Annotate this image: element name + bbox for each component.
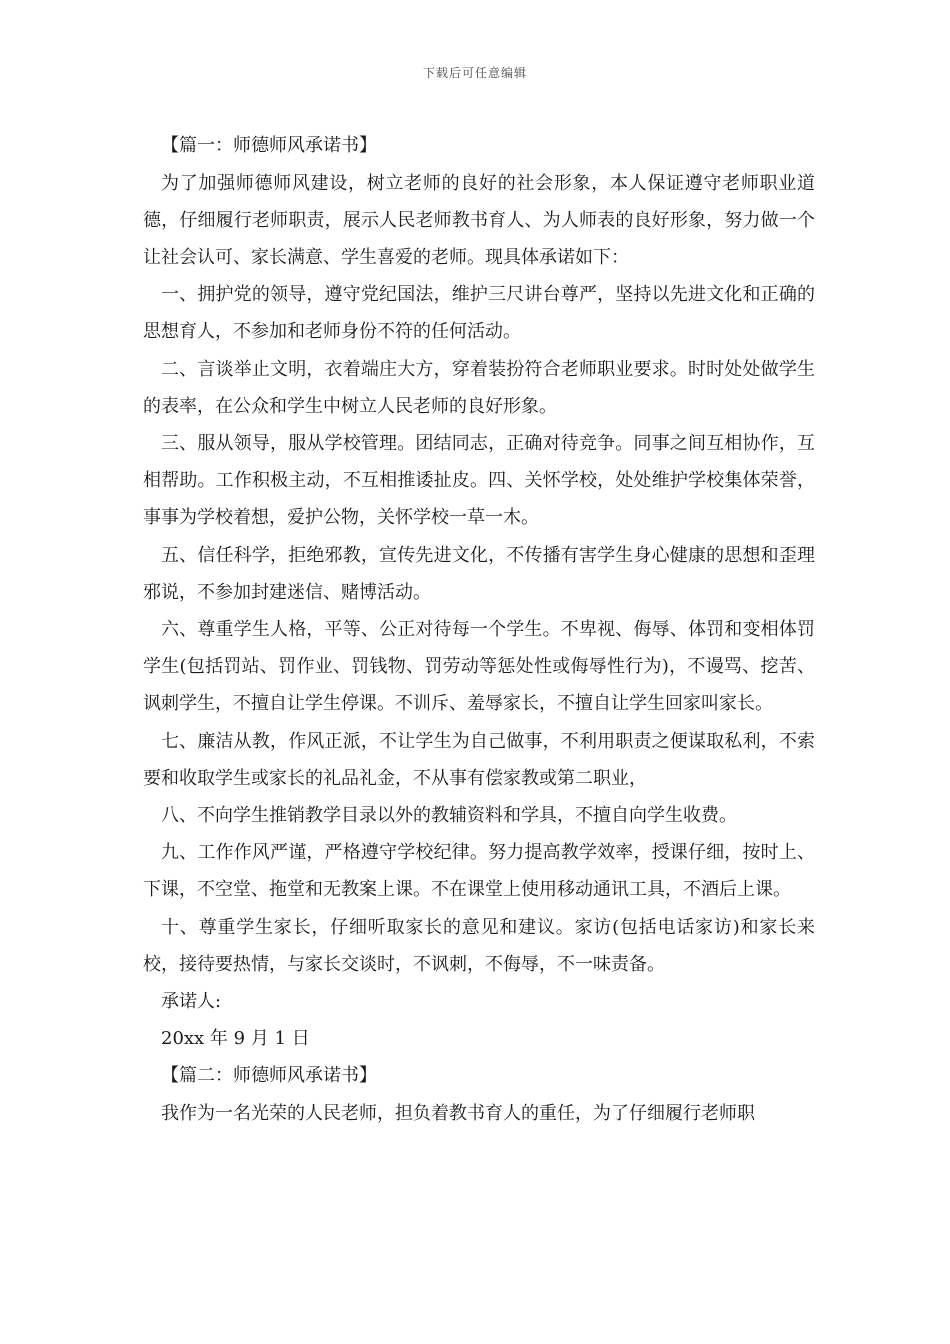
pledge-item-8: 八、不向学生推销教学目录以外的教辅资料和学具，不擅自向学生收费。 xyxy=(161,804,737,826)
section-title-2: 【篇二：师德师风承诺书】 xyxy=(161,1065,377,1087)
section2-intro: 我作为一名光荣的人民老师，担负着教书育人的重任，为了仔细履行老师职 xyxy=(161,1102,755,1124)
section-title: 【篇一：师德师风承诺书】 xyxy=(161,135,377,156)
pledge-item-10: 十、尊重学生家长，仔细听取家长的意见和建议。家访(包括电话家访)和家长来校，接待要热情，与家长交谈时，不讽刺，不侮辱，不一味责备。 xyxy=(143,916,815,975)
page-header: 下载后可任意编辑 xyxy=(422,66,527,80)
document-body xyxy=(143,128,815,1132)
pledge-item-9: 九、工作作风严谨，严格遵守学校纪律。努力提高教学效率，授课仔细，按时上、下课，不空堂、拖堂和无教案上课。不在课堂上使用移动通讯工具，不酒后上课。 xyxy=(143,842,815,901)
pledge-item-2: 二、言谈举止文明，衣着端庄大方，穿着装扮符合老师职业要求。时时处处做学生的表率，在公众和学生中树立人民老师的良好形象。 xyxy=(143,358,815,417)
pledge-item-5: 五、信任科学，拒绝邪教，宣传先进文化，不传播有害学生身心健康的思想和歪理邪说，不参加封建迷信、赌博活动。 xyxy=(143,544,815,603)
pledge-item-3: 三、服从领导，服从学校管理。团结同志，正确对待竞争。同事之间互相协作，互相帮助。工作积极主动，不互相推诿扯皮。四、关怀学校，处处维护学校集体荣誉，事事为学校着想，爱护公物，关怀学校一草一木。 xyxy=(143,432,815,529)
pledge-item-1: 一、拥护党的领导，遵守党纪国法，维护三尺讲台尊严，坚持以先进文化和正确的思想育人，不参加和老师身份不符的任何活动。 xyxy=(143,284,815,343)
pledge-item-6: 六、尊重学生人格，平等、公正对待每一个学生。不卑视、侮辱、体罚和变相体罚学生(包括罚站、罚作业、罚钱物、罚劳动等惩处性或侮辱性行为)，不谩骂、挖苦、讽刺学生，不擅自让学生停课。不训斥、羞辱家长，不擅自让学生回家叫家长。 xyxy=(143,618,815,715)
signer-label: 承诺人: xyxy=(161,990,222,1012)
pledge-date: 20xx 年 9 月 1 日 xyxy=(161,1028,310,1050)
pledge-item-7: 七、廉洁从教，作风正派，不让学生为自己做事，不利用职责之便谋取私利，不索要和收取学生或家长的礼品礼金，不从事有偿家教或第二职业， xyxy=(143,730,815,789)
intro-paragraph: 为了加强师德师风建设，树立老师的良好的社会形象，本人保证遵守老师职业道德，仔细履行老师职责，展示人民老师教书育人、为人师表的良好形象，努力做一个让社会认可、家长满意、学生喜爱的老师。现具体承诺如下： xyxy=(143,172,815,268)
